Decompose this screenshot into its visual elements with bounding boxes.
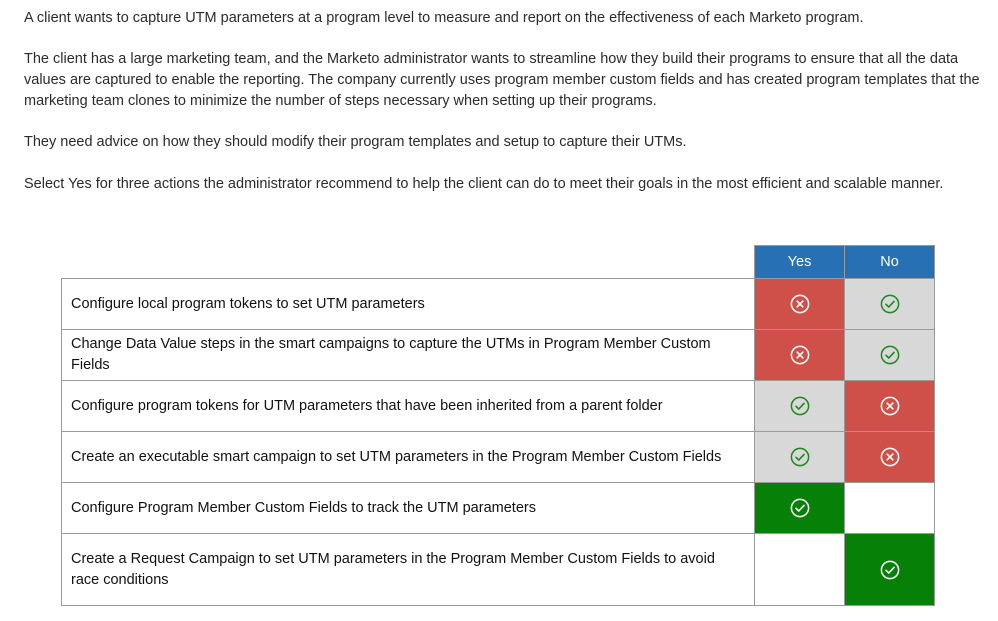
table-row [62, 432, 935, 483]
yes-option-cell[interactable] [755, 534, 845, 606]
check-circle-icon [880, 294, 900, 314]
table-row [62, 483, 935, 534]
answer-table [61, 245, 935, 606]
no-option-cell[interactable] [845, 279, 935, 330]
header-row [62, 246, 935, 279]
statement-cell: Create an executable smart campaign to set UTM parameters in the Program Member Custom Fields [62, 432, 755, 483]
table-row [62, 330, 935, 381]
check-circle-icon [790, 447, 810, 467]
context-paragraph: The client has a large marketing team, and the Marketo administrator wants to streamline how they build their programs to ensure that all the data values are captured to enable the reporting. The company currently uses program member custom fields and has created program templates that the marketing team clones to minimize the number of steps necessary when setting up their programs. [24, 51, 980, 109]
yes-column-header: Yes [755, 246, 845, 279]
check-circle-icon [880, 345, 900, 365]
no-column-header: No [845, 246, 935, 279]
table-row [62, 279, 935, 330]
yes-option-cell[interactable] [755, 279, 845, 330]
statement-cell: Configure program tokens for UTM parameters that have been inherited from a parent folder [62, 381, 755, 432]
x-circle-icon [880, 447, 900, 467]
no-option-cell[interactable] [845, 534, 935, 606]
statement-cell: Create a Request Campaign to set UTM parameters in the Program Member Custom Fields to avoid race conditions [62, 534, 755, 606]
need-paragraph: They need advice on how they should modify their program templates and setup to capture their UTMs. [24, 134, 687, 150]
no-option-cell[interactable] [845, 483, 935, 534]
table-row [62, 381, 935, 432]
check-circle-icon [790, 396, 810, 416]
statement-cell: Change Data Value steps in the smart campaigns to capture the UTMs in Program Member Custom Fields [62, 330, 755, 381]
table-row [62, 534, 935, 606]
statement-cell: Configure Program Member Custom Fields to track the UTM parameters [62, 483, 755, 534]
yes-option-cell[interactable] [755, 483, 845, 534]
check-circle-icon [880, 560, 900, 580]
yes-option-cell[interactable] [755, 330, 845, 381]
x-circle-icon [790, 345, 810, 365]
statement-cell: Configure local program tokens to set UTM parameters [62, 279, 755, 330]
no-option-cell[interactable] [845, 381, 935, 432]
no-option-cell[interactable] [845, 330, 935, 381]
intro-paragraph: A client wants to capture UTM parameters at a program level to measure and report on the effectiveness of each Marketo program. [24, 10, 864, 26]
no-option-cell[interactable] [845, 432, 935, 483]
x-circle-icon [880, 396, 900, 416]
instruction-paragraph: Select Yes for three actions the administrator recommend to help the client can do to meet their goals in the most efficient and scalable manner. [24, 176, 944, 192]
yes-option-cell[interactable] [755, 381, 845, 432]
yes-option-cell[interactable] [755, 432, 845, 483]
x-circle-icon [790, 294, 810, 314]
header-spacer [62, 246, 755, 279]
check-circle-icon [790, 498, 810, 518]
